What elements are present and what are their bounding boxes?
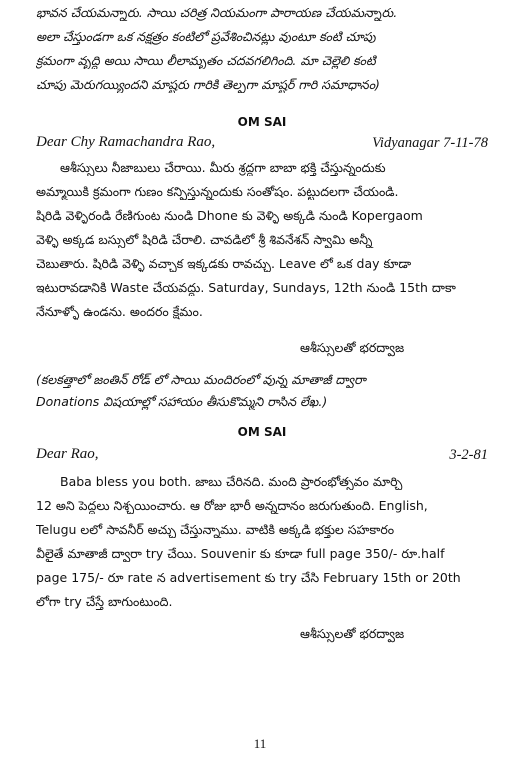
intro-line-4: చూపు మెరుగయ్యిందని మాష్టరు గారికి తెల్పగా మాష్టర్ గారి సమాధానం) — [36, 77, 380, 92]
letter2-body-line-5: page 175/- రూ rate న advertisement కు try చేసి February 15th or 20th — [36, 570, 461, 585]
letter1-body-line-1: ఆశీస్సులు నీజాబులు చేరాయి. మీరు శ్రద్ధగా బాబా భక్తి చేస్తున్నందుకు — [60, 160, 386, 175]
letter1-body-line-3: షిరిడి వెళ్ళిరండి రేణిగుంట నుండి Dhone కు వెళ్ళి అక్కడి నుండి Kopergaom — [36, 208, 423, 223]
letter1-body-line-4: వెళ్ళి అక్కడ బస్సులో షిరిడి చేరాలి. చావడిలో శ్రీ శివనేశన్ స్వామి అన్నీ — [36, 232, 373, 247]
letter1-greeting: Dear Chy Ramachandra Rao, — [36, 134, 216, 150]
letter1-signoff: ఆశీస్సులతో భరద్వాజ — [300, 340, 405, 355]
letter1-body-line-6: ఇటురావడానికి Waste చేయవద్దు. Saturday, Sundays, 12th నుండి 15th దాకా — [36, 280, 456, 295]
letter1-body-line-7: నేనూళ్ళో ఉండను. అందరం క్షేమం. — [36, 304, 203, 319]
intro-line-3: క్రమంగా వృద్ధి అయి సాయి లీలామృతం చదవగలిగింది. మా చెల్లెలి కంటి — [36, 53, 376, 68]
letter2-date: 3-2-81 — [449, 447, 488, 463]
intro-line-1: భావన చేయమన్నారు. సాయి చరిత్ర నియమంగా పారాయణ చేయమన్నారు. — [36, 5, 398, 20]
letter2-body-line-6: లోగా try చేస్తే బాగుంటుంది. — [36, 594, 173, 609]
page-number: 11 — [253, 736, 267, 751]
letter1-heading: OM SAI — [237, 115, 287, 129]
letter2-heading: OM SAI — [237, 425, 287, 439]
intro-line-2: అలా చేస్తుండగా ఒక నక్షత్రం కంటిలో ప్రవేశించినట్లు వుంటూ కంటి చూపు — [36, 29, 376, 44]
letter1-date: Vidyanagar 7-11-78 — [372, 135, 488, 151]
note-line-2: Donations విషయాల్లో సహాయం తీసుకొమ్మని రాసిన లేఖ.) — [36, 394, 328, 409]
letter2-body-line-2: 12 అని పెద్దలు నిశ్చయించారు. ఆ రోజు భారీ అన్నదానం జరుగుతుంది. English, — [36, 498, 428, 513]
letter2-signoff: ఆశీస్సులతో భరద్వాజ — [300, 626, 405, 641]
letter2-greeting: Dear Rao, — [36, 446, 99, 462]
letter1-body-line-2: అమ్మాయికి క్రమంగా గుణం కన్పిస్తున్నందుకు సంతోషం. పట్టుదలగా చేయండి. — [36, 184, 399, 199]
letter2-body-line-3: Telugu లలో సావనీర్ అచ్చు చేస్తున్నాము. వాటికి అక్కడి భక్తుల సహకారం — [36, 522, 395, 537]
letter1-body-line-5: చెబుతారు. షిరిడి వెళ్ళి వచ్చాక ఇక్కడకు రావచ్చు. Leave లో ఒక day కూడా — [36, 256, 412, 271]
letter2-body-line-1: Baba bless you both. జాబు చేరినది. మంది ప్రారంభోత్సవం మార్చి — [60, 474, 403, 489]
note-line-1: (కలకత్తాలో జంతిన్ రోడ్ లో సాయి మందిరంలో వున్న మాతాజీ ద్వారా — [36, 372, 366, 387]
letter2-body-line-4: వీలైతే మాతాజీ ద్వారా try చేయి. Souvenir కు కూడా full page 350/- రూ.half — [36, 546, 445, 561]
